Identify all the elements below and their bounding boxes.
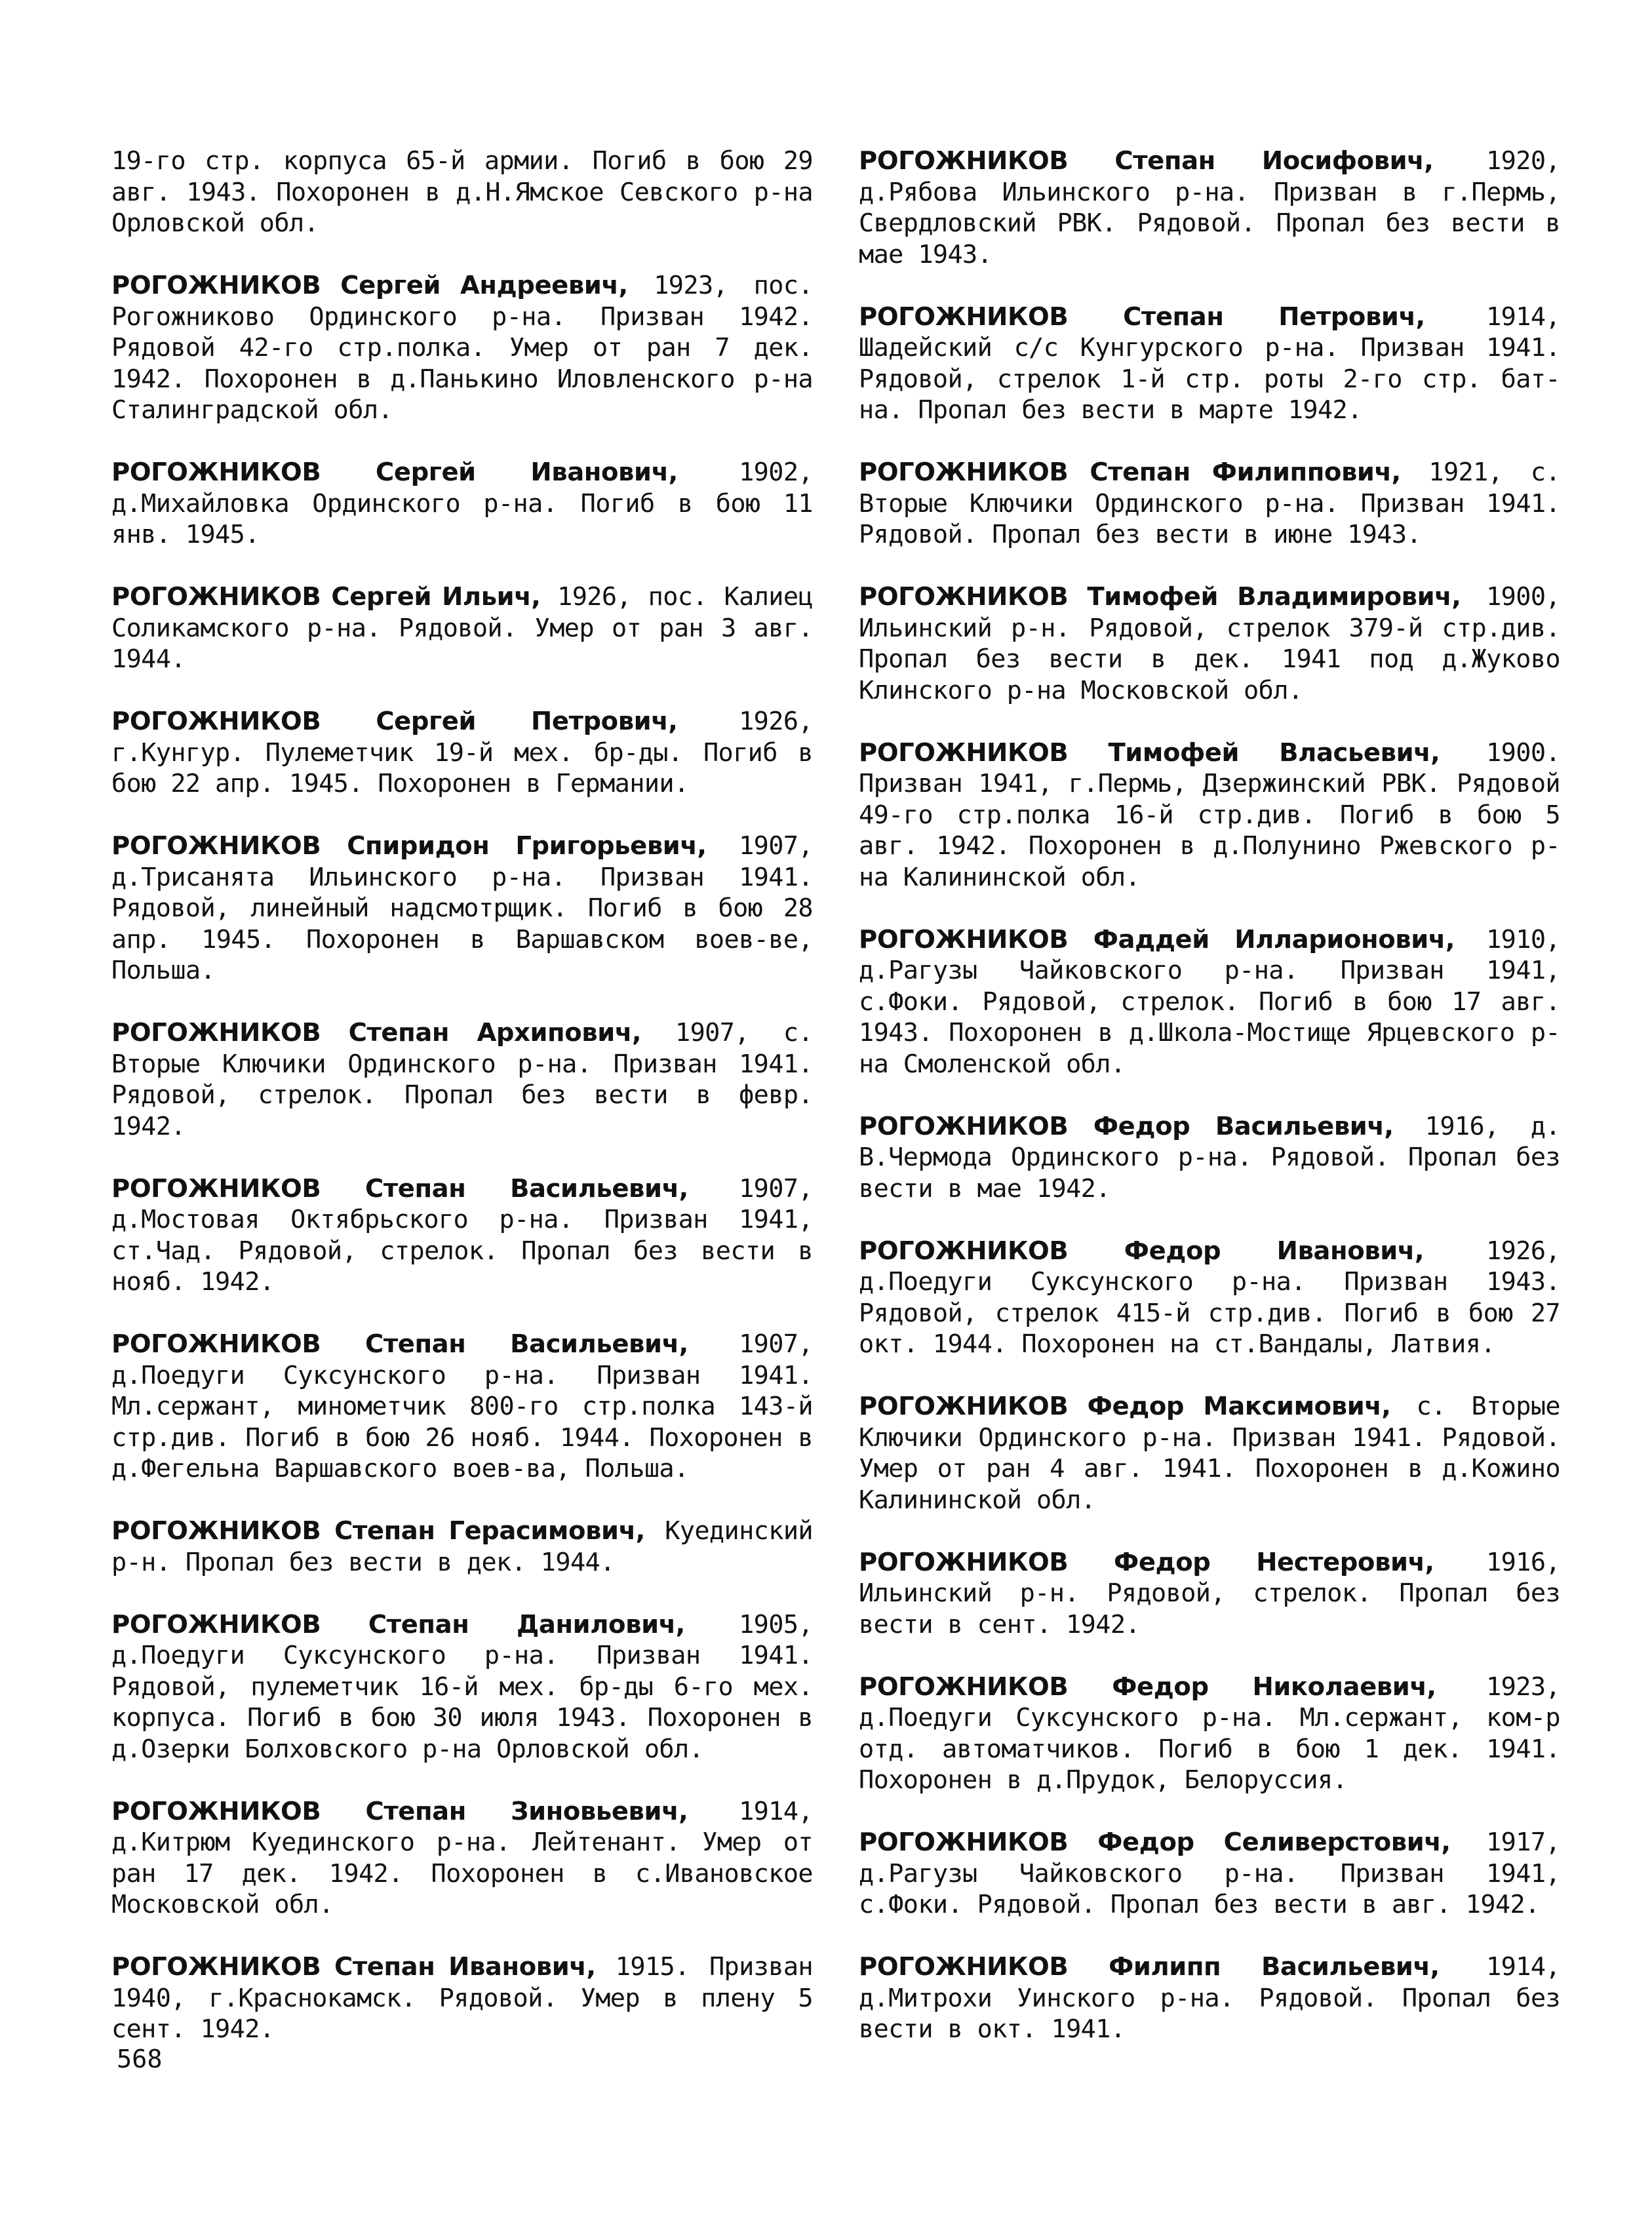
- entry-name: РОГОЖНИКОВ Тимофей Власьевич,: [859, 737, 1440, 768]
- entry: [111, 831, 813, 987]
- entry: [859, 581, 1560, 706]
- entry-name: РОГОЖНИКОВ Степан Данилович,: [111, 1609, 685, 1639]
- entry-name: РОГОЖНИКОВ Федор Максимович,: [859, 1392, 1391, 1421]
- entry-text: 19-го стр. корпуса 65-й армии. Погиб в бою 29 авг. 1943. Похоронен в д.Н.Ямское Севского р-на Орловской обл.: [111, 146, 813, 238]
- entry-text: 1914, д.Китрюм Куединского р-на. Лейтенант. Умер от ран 17 дек. 1942. Похоронен в с.Ивановское Московской обл.: [111, 1796, 813, 1919]
- entry-name: РОГОЖНИКОВ Степан Васильевич,: [111, 1329, 688, 1359]
- entry-text: с. Вторые Ключики Ординского р-на. Призван 1941. Рядовой. Умер от ран 4 авг. 1941. Похоронен в д.Кожино Калининской обл.: [859, 1392, 1560, 1515]
- entry-name: РОГОЖНИКОВ Федор Селиверстович,: [859, 1828, 1451, 1857]
- entry: [859, 1672, 1560, 1796]
- entry-text: 1907, д.Поедуги Суксунского р-на. Призван 1941. Мл.сержант, минометчик 800-го стр.полка 143-й стр.див. Погиб в бою 26 нояб. 1944. Похоронен в д.Фегельна Варшавского воев-ва, Польша.: [111, 1329, 813, 1483]
- entry-text: 1921, с. Вторые Ключики Ординского р-на. Призван 1941. Рядовой. Пропал без вести в июне 1943.: [859, 458, 1560, 549]
- entry: [111, 1329, 813, 1485]
- entry-text: 1905, д.Поедуги Суксунского р-на. Призван 1941. Рядовой, пулеметчик 16-й мех. бр-ды 6-го мех. корпуса. Погиб в бою 30 июля 1943. Похоронен в д.Озерки Болховского р-на Орловской обл.: [111, 1609, 813, 1764]
- entry-name: РОГОЖНИКОВ Сергей Ильич,: [111, 582, 541, 612]
- entry-name: РОГОЖНИКОВ Степан Петрович,: [859, 302, 1425, 332]
- entry-text: 1920, д.Рябова Ильинского р-на. Призван в г.Пермь, Свердловский РВК. Рядовой. Пропал без вести в мае 1943.: [859, 146, 1560, 269]
- entry-text: 1914, д.Митрохи Уинского р-на. Рядовой. Пропал без вести в окт. 1941.: [859, 1952, 1560, 2044]
- entry-name: РОГОЖНИКОВ Степан Иосифович,: [859, 146, 1434, 176]
- entry-name: РОГОЖНИКОВ Федор Иванович,: [859, 1236, 1425, 1266]
- page-number: 568: [117, 2045, 163, 2074]
- entry-text: 1907, д.Мостовая Октябрьского р-на. Призван 1941, ст.Чад. Рядовой, стрелок. Пропал без вести в нояб. 1942.: [111, 1173, 813, 1297]
- entry-text: 1926, г.Кунгур. Пулеметчик 19-й мех. бр-ды. Погиб в бою 22 апр. 1945. Похоронен в Германии.: [111, 707, 813, 798]
- entry-name: РОГОЖНИКОВ Степан Васильевич,: [111, 1173, 688, 1204]
- entry-name: РОГОЖНИКОВ Степан Архипович,: [111, 1018, 642, 1048]
- entry-name: РОГОЖНИКОВ Федор Нестерович,: [859, 1547, 1434, 1577]
- entry-name: РОГОЖНИКОВ Тимофей Владимирович,: [859, 582, 1461, 612]
- entry: [859, 302, 1560, 426]
- entry-name: РОГОЖНИКОВ Сергей Иванович,: [111, 458, 678, 487]
- entry-text: 1900, Ильинский р-н. Рядовой, стрелок 379-й стр.див. Пропал без вести в дек. 1941 под д.Жуково Клинского р-на Московской обл.: [859, 582, 1560, 705]
- entry-text: 1916, Ильинский р-н. Рядовой, стрелок. Пропал без вести в сент. 1942.: [859, 1547, 1560, 1639]
- entry-text: 1915. Призван 1940, г.Краснокамск. Рядовой. Умер в плену 5 сент. 1942.: [111, 1952, 813, 2044]
- entry: [111, 1516, 813, 1578]
- entry: [111, 1017, 813, 1142]
- entry-text: 1926, пос. Калиец Соликамского р-на. Рядовой. Умер от ран 3 авг. 1944.: [111, 582, 814, 674]
- entry-name: РОГОЖНИКОВ Федор Васильевич,: [859, 1111, 1394, 1141]
- entry-name: РОГОЖНИКОВ Федор Николаевич,: [859, 1672, 1436, 1702]
- entry-name: РОГОЖНИКОВ Степан Герасимович,: [111, 1516, 645, 1546]
- entry: [111, 1796, 813, 1921]
- entry-text: 1907, с. Вторые Ключики Ординского р-на. Призван 1941. Рядовой, стрелок. Пропал без вести в февр. 1942.: [111, 1018, 813, 1141]
- entry-text: 1917, д.Рагузы Чайковского р-на. Призван 1941, с.Фоки. Рядовой. Пропал без вести в авг. 1942.: [859, 1828, 1560, 1919]
- entry-name: РОГОЖНИКОВ Фаддей Илларионович,: [859, 924, 1455, 954]
- entry-text: 1914, Шадейский с/с Кунгурского р-на. Призван 1941. Рядовой, стрелок 1-й стр. роты 2-го стр. бат-на. Пропал без вести в марте 1942.: [859, 302, 1560, 425]
- entry: [111, 1609, 813, 1765]
- entry: [111, 1173, 813, 1298]
- entry: [859, 1391, 1560, 1516]
- entry-name: РОГОЖНИКОВ Степан Иванович,: [111, 1952, 596, 1982]
- entry: [859, 1111, 1560, 1205]
- entry-name: РОГОЖНИКОВ Степан Филиппович,: [859, 458, 1401, 487]
- entry: [111, 1951, 813, 2045]
- entry-text: 1907, д.Трисанята Ильинского р-на. Призван 1941. Рядовой, линейный надсмотрщик. Погиб в бою 28 апр. 1945. Похоронен в Варшавском воев-ве, Польша.: [111, 831, 813, 985]
- entry: [859, 1827, 1560, 1921]
- entry-text: 1916, д. В.Чермода Ординского р-на. Рядовой. Пропал без вести в мае 1942.: [859, 1111, 1560, 1204]
- entry-text: 1926, д.Поедуги Суксунского р-на. Призван 1943. Рядовой, стрелок 415-й стр.див. Погиб в бою 27 окт. 1944. Похоронен на ст.Вандалы, Латвия.: [859, 1236, 1560, 1359]
- entry-text: Куединский р-н. Пропал без вести в дек. 1944.: [111, 1516, 813, 1577]
- entry-name: РОГОЖНИКОВ Сергей Петрович,: [111, 707, 678, 736]
- entry-name: РОГОЖНИКОВ Спиридон Григорьевич,: [111, 831, 707, 861]
- entry-name: РОГОЖНИКОВ Степан Зиновьевич,: [111, 1796, 688, 1826]
- entry: [859, 1951, 1560, 2045]
- entry: [859, 737, 1560, 893]
- entry: [111, 146, 813, 239]
- entry: [859, 924, 1560, 1080]
- entry: [859, 1236, 1560, 1360]
- entry-text: 1923, пос. Рогожниково Ординского р-на. Призван 1942. Рядовой 42-го стр.полка. Умер от ран 7 дек. 1942. Похоронен в д.Панькино Иловленского р-на Сталинградской обл.: [111, 271, 813, 425]
- entry-text: 1910, д.Рагузы Чайковского р-на. Призван 1941, с.Фоки. Рядовой, стрелок. Погиб в бою 17 авг. 1943. Похоронен в д.Школа-Мостище Ярцевского р-на Смоленской обл.: [859, 924, 1560, 1079]
- entry: [111, 270, 813, 426]
- entry-text: 1923, д.Поедуги Суксунского р-на. Мл.сержант, ком-р отд. автоматчиков. Погиб в бою 1 дек. 1941. Похоронен в д.Прудок, Белоруссия.: [859, 1672, 1560, 1795]
- entry-name: РОГОЖНИКОВ Сергей Андреевич,: [111, 271, 628, 300]
- entry: [859, 1547, 1560, 1641]
- entry-text: 1902, д.Михайловка Ординского р-на. Погиб в бою 11 янв. 1945.: [111, 458, 813, 549]
- entry-name: РОГОЖНИКОВ Филипп Васильевич,: [859, 1952, 1440, 1982]
- left-column: [111, 146, 813, 2076]
- right-column: [859, 146, 1560, 2076]
- entry: [859, 457, 1560, 551]
- entry: [111, 581, 813, 675]
- entry: [111, 457, 813, 551]
- entry: [859, 146, 1560, 270]
- entry-text: 1900. Призван 1941, г.Пермь, Дзержинский РВК. Рядовой 49-го стр.полка 16-й стр.див. Погиб в бою 5 авг. 1942. Похоронен в д.Полунино Ржевского р-на Калининской обл.: [859, 737, 1560, 892]
- entry: [111, 706, 813, 800]
